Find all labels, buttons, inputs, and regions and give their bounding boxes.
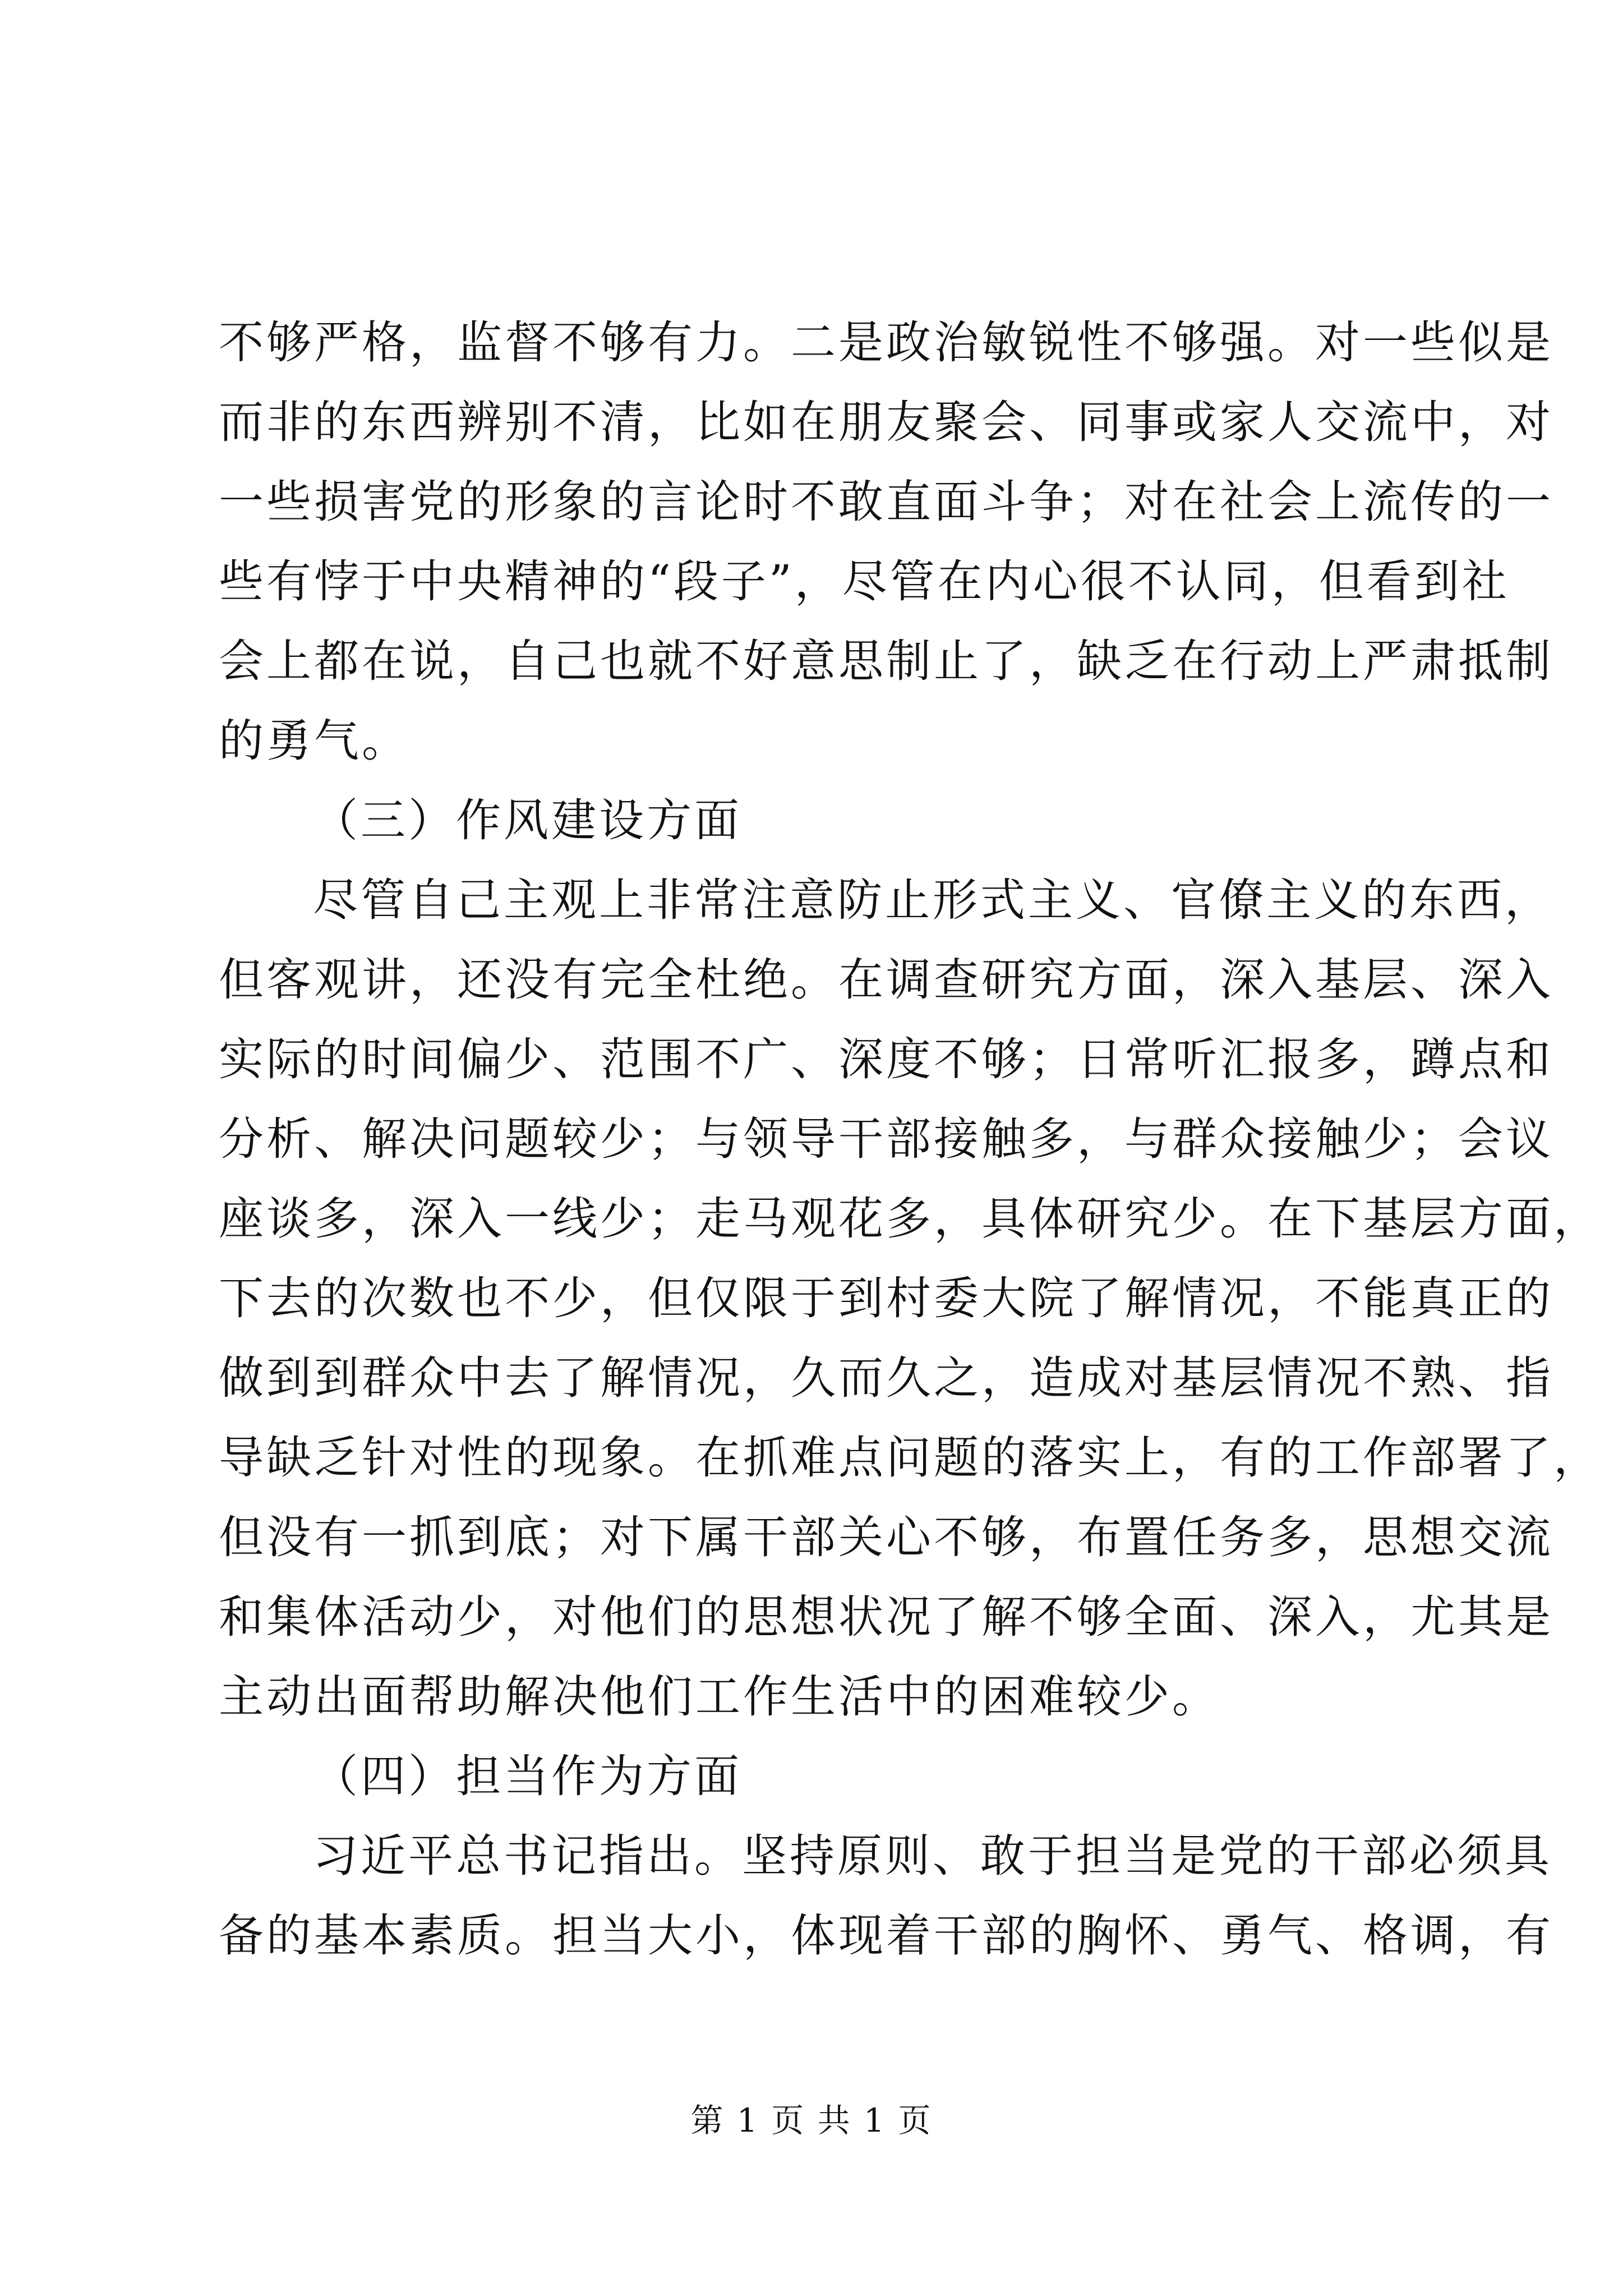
- body-line: 但没有一抓到底；对下属干部关心不够，布置任务多，思想交流: [219, 1511, 1553, 1563]
- body-line: 分析、解决问题较少；与领导干部接触多，与群众接触少；会议: [219, 1113, 1553, 1165]
- page-footer: 第 1 页 共 1 页: [690, 2101, 933, 2139]
- body-line: 而非的东西辨别不清，比如在朋友聚会、同事或家人交流中，对: [219, 396, 1553, 448]
- body-line: 下去的次数也不少，但仅限于到村委大院了解情况，不能真正的: [219, 1272, 1553, 1324]
- section-heading-3: （三）作风建设方面: [313, 794, 742, 846]
- body-line: 主动出面帮助解决他们工作生活中的困难较少。: [219, 1671, 1220, 1723]
- body-line: 会上都在说，自己也就不好意思制止了，缺乏在行动上严肃抵制: [219, 635, 1553, 687]
- body-line: 不够严格，监督不够有力。二是政治敏锐性不够强。对一些似是: [219, 316, 1553, 369]
- body-line: 习近平总书记指出。坚持原则、敢于担当是党的干部必须具: [313, 1830, 1552, 1882]
- body-line: 的勇气。: [219, 715, 409, 767]
- body-line: 尽管自己主观上非常注意防止形式主义、官僚主义的东西，: [313, 874, 1552, 926]
- body-line: 些有悖于中央精神的“段子”，尽管在内心很不认同，但看到社: [219, 555, 1510, 608]
- body-line: 导缺乏针对性的现象。在抓难点问题的落实上，有的工作部署了，: [219, 1432, 1601, 1484]
- body-line: 座谈多，深入一线少；走马观花多，具体研究少。在下基层方面，: [219, 1193, 1601, 1245]
- body-line: 做到到群众中去了解情况，久而久之，造成对基层情况不熟、指: [219, 1352, 1553, 1404]
- body-line: 实际的时间偏少、范围不广、深度不够；日常听汇报多，蹲点和: [219, 1033, 1553, 1085]
- body-line: 和集体活动少，对他们的思想状况了解不够全面、深入，尤其是: [219, 1591, 1553, 1643]
- document-body: [219, 303, 1601, 1976]
- body-line: 一些损害党的形象的言论时不敢直面斗争；对在社会上流传的一: [219, 476, 1553, 528]
- body-line: 但客观讲，还没有完全杜绝。在调查研究方面，深入基层、深入: [219, 954, 1553, 1006]
- body-line: 备的基本素质。担当大小，体现着干部的胸怀、勇气、格调，有: [219, 1910, 1553, 1962]
- section-heading-4: （四）担当作为方面: [313, 1750, 742, 1802]
